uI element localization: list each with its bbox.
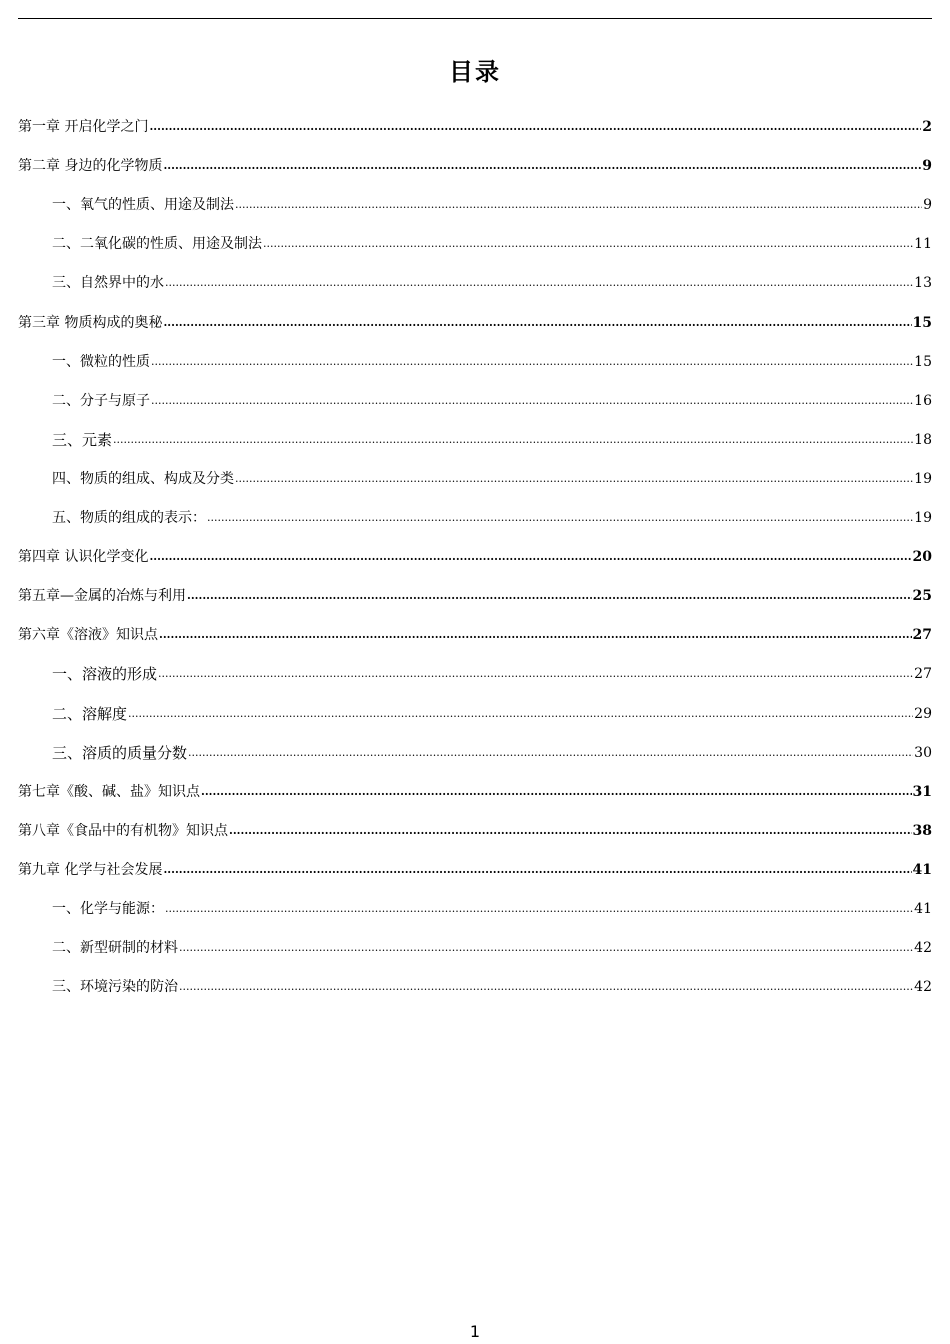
toc-entry-label: 一、溶液的形成	[52, 665, 158, 683]
toc-entry-page-number: 15	[914, 354, 932, 370]
toc-entry[interactable]	[52, 388, 932, 410]
toc-dot-leader	[179, 938, 913, 957]
toc-entry-page-number: 25	[912, 588, 932, 604]
toc-entry[interactable]	[52, 974, 932, 996]
toc-entry-page-number: 9	[923, 197, 932, 213]
toc-entry-label: 第三章 物质构成的奥秘	[18, 315, 163, 331]
toc-entry-label: 第五章—金属的冶炼与利用	[18, 588, 186, 604]
toc-entry[interactable]	[52, 466, 932, 488]
toc-entry-page-number: 19	[914, 471, 932, 487]
toc-entry[interactable]	[52, 896, 932, 918]
toc-entry-label: 一、氧气的性质、用途及制法	[52, 197, 234, 213]
toc-entry-label: 第四章 认识化学变化	[18, 549, 149, 565]
toc-dot-leader	[149, 117, 921, 136]
toc-entry-label: 第八章《食品中的有机物》知识点	[18, 823, 228, 839]
toc-entry-page-number: 38	[912, 823, 932, 839]
toc-entry-page-number: 19	[914, 510, 932, 526]
toc-entry-page-number: 42	[914, 940, 932, 956]
toc-entry-page-number: 16	[914, 393, 932, 409]
toc-title: 目录	[449, 58, 501, 86]
toc-entry[interactable]	[52, 505, 932, 527]
toc-entry-page-number: 41	[914, 901, 932, 917]
toc-entry[interactable]	[52, 935, 932, 957]
toc-dot-leader	[263, 234, 913, 253]
toc-entry[interactable]	[52, 740, 932, 762]
toc-entry[interactable]	[52, 349, 932, 371]
header-rule	[18, 18, 932, 19]
toc-entry-label: 二、新型研制的材料	[52, 940, 178, 956]
toc-entry-label: 第二章 身边的化学物质	[18, 158, 163, 174]
toc-dot-leader	[149, 547, 911, 566]
toc-entry[interactable]	[52, 192, 932, 214]
toc-dot-leader	[163, 860, 911, 879]
toc-entry-label: 三、溶质的质量分数	[52, 744, 188, 762]
toc-dot-leader	[158, 664, 913, 683]
toc-dot-leader	[187, 586, 912, 605]
toc-entry[interactable]	[52, 427, 932, 449]
toc-dot-leader	[165, 273, 913, 292]
toc-entry[interactable]	[52, 231, 932, 253]
toc-entry-page-number: 13	[914, 275, 932, 291]
toc-entry-page-number: 11	[914, 236, 932, 252]
toc-dot-leader	[201, 782, 912, 801]
toc-entry[interactable]	[18, 857, 932, 879]
toc-entry[interactable]	[52, 661, 932, 683]
toc-entry[interactable]	[18, 622, 932, 644]
toc-entry[interactable]	[52, 701, 932, 723]
toc-entry-page-number: 9	[922, 158, 932, 174]
toc-entry-page-number: 20	[912, 549, 932, 565]
toc-entry[interactable]	[18, 544, 932, 566]
toc-entry[interactable]	[52, 270, 932, 292]
toc-entry-page-number: 27	[912, 627, 932, 643]
toc-dot-leader	[229, 821, 912, 840]
toc-entry-page-number: 18	[914, 432, 932, 448]
toc-entry[interactable]	[18, 153, 932, 175]
toc-entry-label: 一、微粒的性质	[52, 354, 150, 370]
toc-dot-leader	[113, 430, 913, 449]
toc-entry-page-number: 41	[912, 862, 932, 878]
footer-page-number: 1	[469, 1322, 481, 1341]
toc-entry-label: 二、分子与原子	[52, 393, 150, 409]
toc-entry-label: 三、元素	[52, 431, 113, 449]
toc-dot-leader	[188, 743, 913, 762]
toc-dot-leader	[235, 469, 913, 488]
toc-entry[interactable]	[18, 583, 932, 605]
toc-entry-label: 二、二氧化碳的性质、用途及制法	[52, 236, 262, 252]
toc-entry[interactable]	[18, 779, 932, 801]
toc-dot-leader	[151, 352, 913, 371]
toc-dot-leader	[128, 704, 913, 723]
toc-entry-page-number: 42	[914, 979, 932, 995]
toc-dot-leader	[151, 391, 913, 410]
toc-dot-leader	[179, 977, 913, 996]
toc-dot-leader	[235, 195, 922, 214]
toc-entry[interactable]	[18, 310, 932, 332]
toc-entry-label: 第六章《溶液》知识点	[18, 627, 158, 643]
toc-entry-label: 三、环境污染的防治	[52, 979, 178, 995]
toc-entry-page-number: 29	[914, 706, 932, 722]
toc-entry-page-number: 27	[914, 666, 932, 682]
toc-entry-label: 第一章 开启化学之门	[18, 119, 149, 135]
toc-entry-label: 第九章 化学与社会发展	[18, 862, 163, 878]
toc-entry[interactable]	[18, 818, 932, 840]
toc-entry-label: 三、自然界中的水	[52, 275, 164, 291]
toc-entry-label: 一、化学与能源：	[52, 901, 164, 917]
toc-entry-page-number: 15	[912, 315, 932, 331]
toc-entry-label: 四、物质的组成、构成及分类	[52, 471, 234, 487]
toc-entry-page-number: 31	[912, 784, 932, 800]
toc-dot-leader	[163, 313, 911, 332]
toc-entry-page-number: 2	[922, 119, 932, 135]
toc-entry-label: 二、溶解度	[52, 705, 128, 723]
toc-entry-label: 第七章《酸、碱、盐》知识点	[18, 784, 200, 800]
toc-dot-leader	[165, 899, 913, 918]
toc-entry-label: 五、物质的组成的表示：	[52, 510, 206, 526]
toc-entry[interactable]	[18, 114, 932, 136]
toc-dot-leader	[207, 508, 913, 527]
toc-dot-leader	[159, 625, 912, 644]
toc-entry-page-number: 30	[914, 745, 932, 761]
toc-dot-leader	[163, 156, 921, 175]
